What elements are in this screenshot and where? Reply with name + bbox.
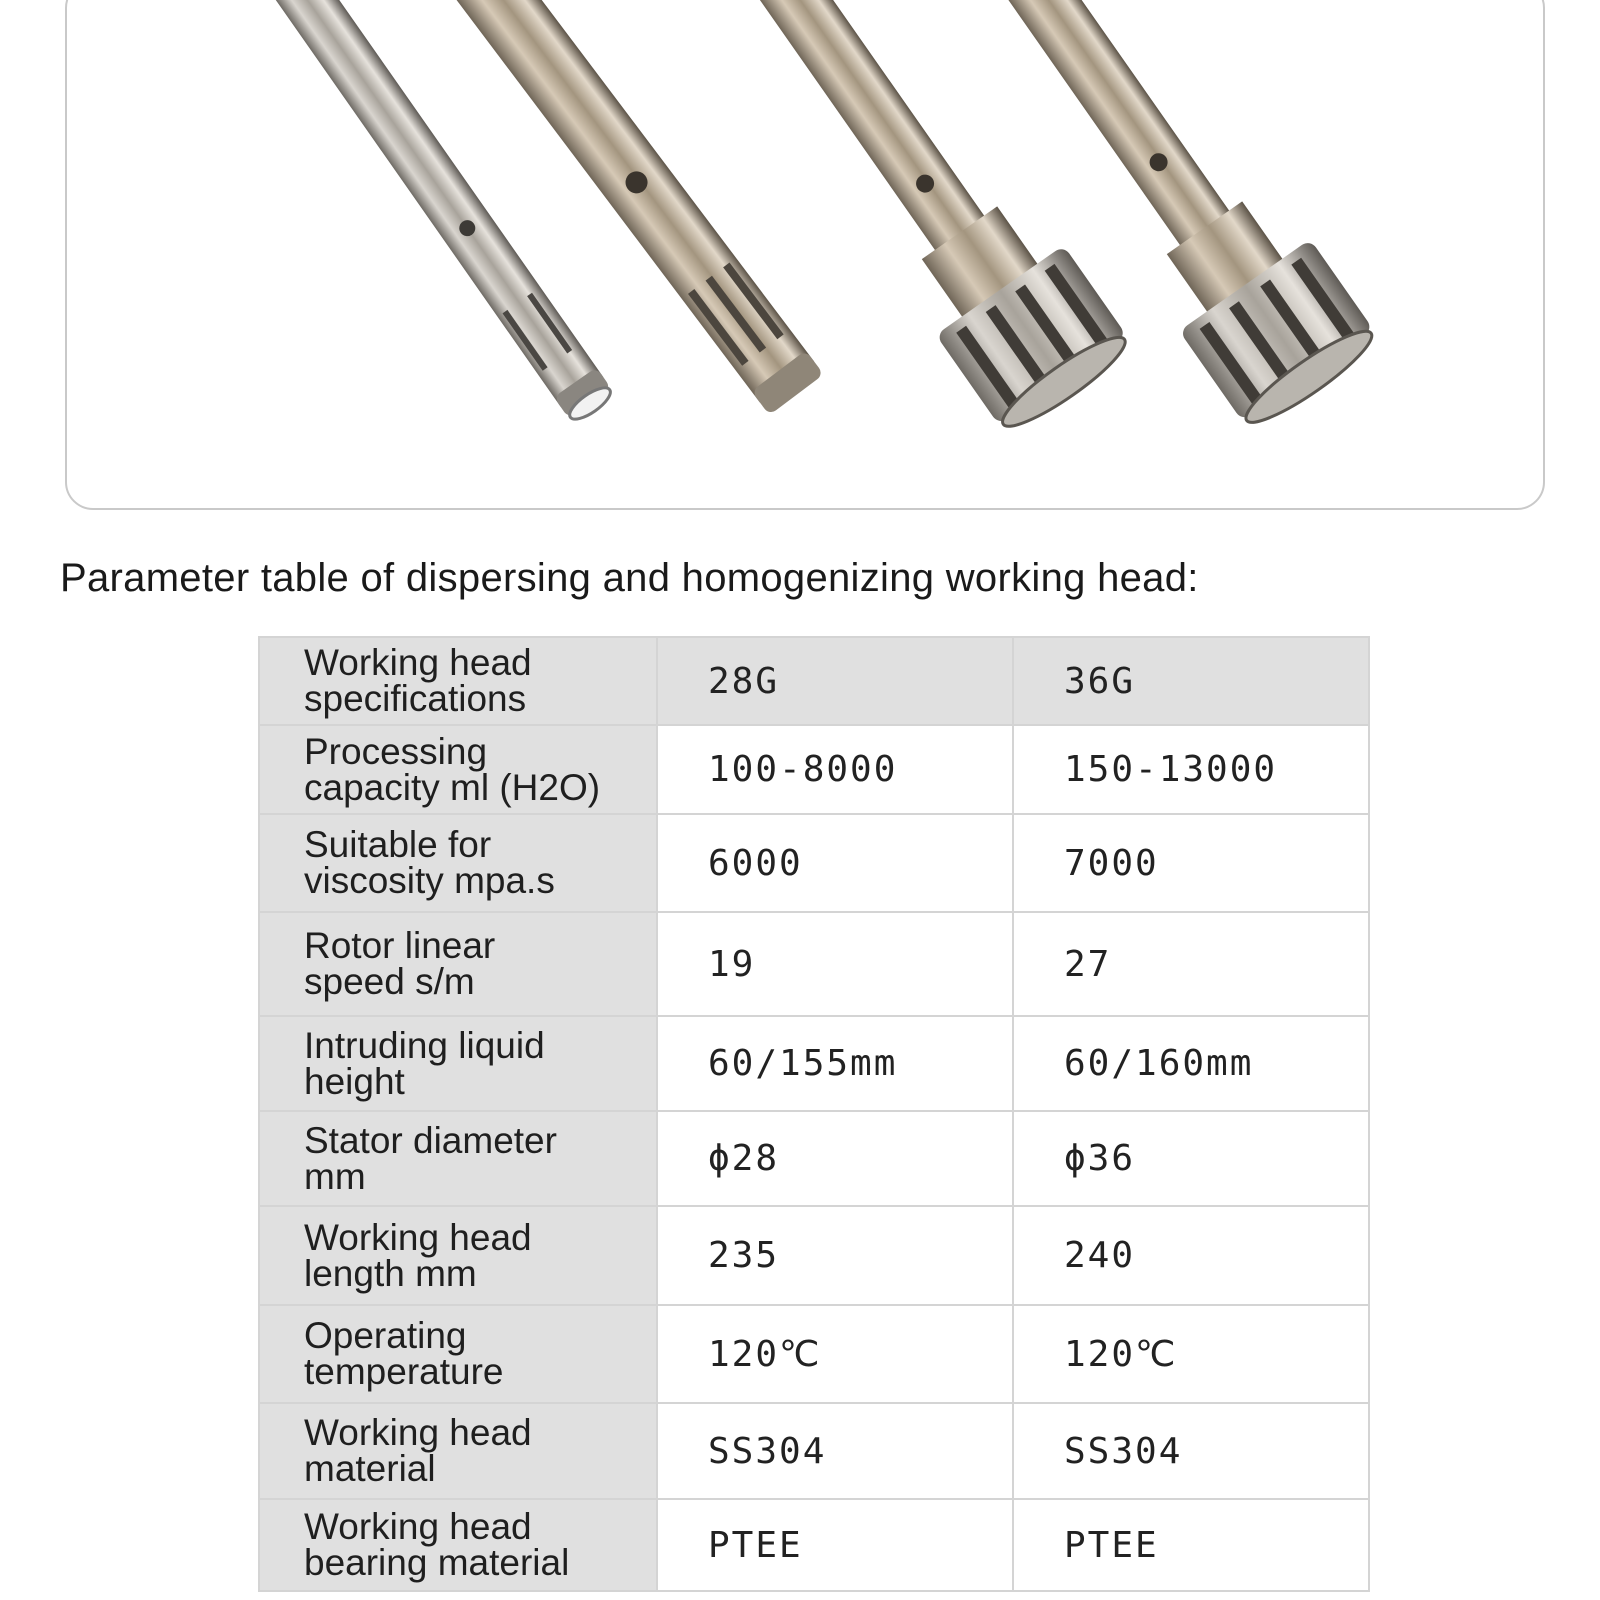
parameter-table — [258, 636, 1370, 1592]
value-36g: 27 — [1013, 912, 1369, 1016]
row-label: Suitable for viscosity mpa.s — [259, 814, 657, 912]
value-36g: ϕ36 — [1013, 1111, 1369, 1206]
value-28g: 120℃ — [657, 1305, 1013, 1403]
table-row — [259, 1403, 1369, 1499]
value-36g: 36G — [1013, 637, 1369, 725]
value-28g: 28G — [657, 637, 1013, 725]
product-photo-frame — [65, 0, 1545, 510]
value-36g: SS304 — [1013, 1403, 1369, 1499]
value-36g: PTEE — [1013, 1499, 1369, 1591]
value-28g: 19 — [657, 912, 1013, 1016]
row-label: Working head specifications — [259, 637, 657, 725]
value-28g: 6000 — [657, 814, 1013, 912]
row-label: Working head bearing material — [259, 1499, 657, 1591]
table-row — [259, 1016, 1369, 1111]
value-28g: 235 — [657, 1206, 1013, 1305]
value-36g: 7000 — [1013, 814, 1369, 912]
row-label: Operating temperature — [259, 1305, 657, 1403]
value-36g: 60/160mm — [1013, 1016, 1369, 1111]
dispersing-heads-photo — [67, 0, 1543, 508]
table-row — [259, 912, 1369, 1016]
value-28g: 100-8000 — [657, 725, 1013, 814]
row-label: Stator diameter mm — [259, 1111, 657, 1206]
value-36g: 150-13000 — [1013, 725, 1369, 814]
value-28g: SS304 — [657, 1403, 1013, 1499]
table-row — [259, 725, 1369, 814]
row-label: Working head length mm — [259, 1206, 657, 1305]
value-28g: 60/155mm — [657, 1016, 1013, 1111]
value-28g: PTEE — [657, 1499, 1013, 1591]
row-label: Working head material — [259, 1403, 657, 1499]
table-row — [259, 637, 1369, 725]
table-row — [259, 1206, 1369, 1305]
table-row — [259, 814, 1369, 912]
value-36g: 240 — [1013, 1206, 1369, 1305]
table-row — [259, 1305, 1369, 1403]
row-label: Rotor linear speed s/m — [259, 912, 657, 1016]
table-row — [259, 1111, 1369, 1206]
table-row — [259, 1499, 1369, 1591]
page-title: Parameter table of dispersing and homogenizing working head: — [60, 556, 1199, 600]
value-28g: ϕ28 — [657, 1111, 1013, 1206]
row-label: Intruding liquid height — [259, 1016, 657, 1111]
value-36g: 120℃ — [1013, 1305, 1369, 1403]
row-label: Processing capacity ml (H2O) — [259, 725, 657, 814]
